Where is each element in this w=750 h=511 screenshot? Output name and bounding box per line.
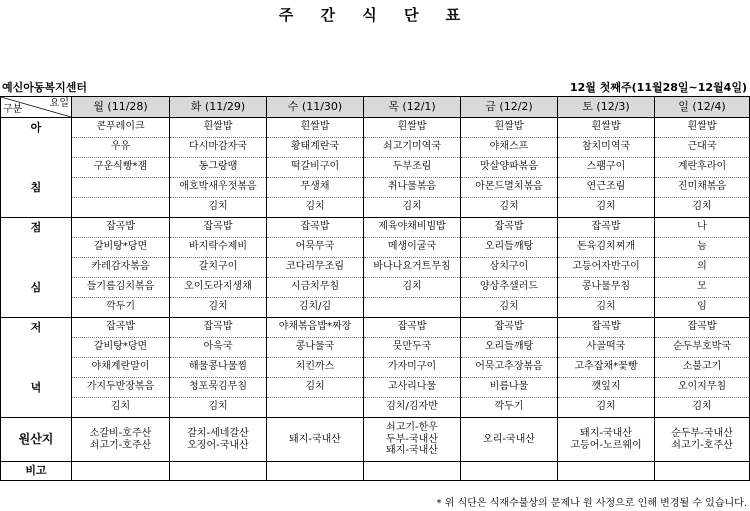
header-row bbox=[1, 97, 750, 118]
center-name: 예신아동복지센터 bbox=[2, 81, 88, 94]
menu-item: 아몬드멸치볶음 bbox=[461, 178, 558, 198]
note-label: 비고 bbox=[1, 462, 72, 481]
breakfast-row bbox=[1, 118, 750, 138]
lunch-row bbox=[1, 218, 750, 238]
menu-item: 나 bbox=[655, 218, 750, 238]
menu-item: 깍두기 bbox=[72, 298, 170, 318]
dinner-row bbox=[1, 338, 750, 358]
menu-item: 잡곡밥 bbox=[170, 318, 267, 338]
weekly-menu-table bbox=[0, 96, 750, 481]
breakfast-row bbox=[1, 158, 750, 178]
menu-item: 잡곡밥 bbox=[72, 218, 170, 238]
menu-item: 깻잎지 bbox=[558, 378, 655, 398]
menu-item: 소불고기 bbox=[655, 358, 750, 378]
menu-item: 코다리무조림 bbox=[267, 258, 364, 278]
menu-item: 삼치구이 bbox=[461, 258, 558, 278]
menu-item: 구운식빵*잼 bbox=[72, 158, 170, 178]
origin-text: 쇠고기-한우 bbox=[386, 422, 438, 434]
page-title: 주 간 식 단 표 bbox=[278, 6, 472, 24]
menu-item: 사골떡국 bbox=[558, 338, 655, 358]
origin-text: 돼지-국내산 bbox=[580, 428, 632, 439]
menu-item: 김치 bbox=[170, 198, 267, 218]
menu-item: 잡곡밥 bbox=[558, 318, 655, 338]
day-header: 일 (12/4) bbox=[655, 97, 750, 118]
origin-cell bbox=[364, 418, 461, 462]
corner-label-category: 구분 bbox=[3, 103, 23, 115]
menu-item: 가지두반장볶음 bbox=[72, 378, 170, 398]
corner-cell bbox=[1, 97, 72, 118]
lunch-row bbox=[1, 278, 750, 298]
dinner-label: 녁 bbox=[1, 378, 72, 398]
origin-cell bbox=[267, 418, 364, 462]
menu-item: 김치 bbox=[170, 398, 267, 418]
menu-item: 치킨까스 bbox=[267, 358, 364, 378]
menu-item: 김치/김 bbox=[267, 298, 364, 318]
breakfast-label-spacer bbox=[1, 198, 72, 218]
day-header: 토 (12/3) bbox=[558, 97, 655, 118]
menu-item: 의 bbox=[655, 258, 750, 278]
note-row bbox=[1, 462, 750, 481]
menu-item: 근대국 bbox=[655, 138, 750, 158]
lunch-label-spacer bbox=[1, 298, 72, 318]
menu-item: 우유 bbox=[72, 138, 170, 158]
menu-item: 무생채 bbox=[267, 178, 364, 198]
menu-item: 어묵무국 bbox=[267, 238, 364, 258]
menu-item: 오리들깨탕 bbox=[461, 238, 558, 258]
menu-item: 임 bbox=[655, 298, 750, 318]
day-header: 목 (12/1) bbox=[364, 97, 461, 118]
day-header: 월 (11/28) bbox=[72, 97, 170, 118]
day-header: 수 (11/30) bbox=[267, 97, 364, 118]
menu-item: 김치 bbox=[267, 198, 364, 218]
breakfast-label: 아 bbox=[1, 118, 72, 138]
menu-item: 비름나물 bbox=[461, 378, 558, 398]
menu-item: 떡갈비구이 bbox=[267, 158, 364, 178]
menu-item: 들기름김치볶음 bbox=[72, 278, 170, 298]
origin-text: 쇠고기-호주산 bbox=[89, 439, 152, 451]
menu-item: 카레감자볶음 bbox=[72, 258, 170, 278]
breakfast-row bbox=[1, 198, 750, 218]
menu-item: 진미채볶음 bbox=[655, 178, 750, 198]
menu-item: 깍두기 bbox=[461, 398, 558, 418]
dinner-label-spacer bbox=[1, 338, 72, 358]
origin-text: 쇠고기-호주산 bbox=[671, 439, 733, 451]
menu-item: 다시마감자국 bbox=[170, 138, 267, 158]
breakfast-row bbox=[1, 178, 750, 198]
menu-item: 쇠고기미역국 bbox=[364, 138, 461, 158]
menu-item: 황태계란국 bbox=[267, 138, 364, 158]
menu-item: 참치미역국 bbox=[558, 138, 655, 158]
footnote: * 위 식단은 식재수불상의 문제나 원 사정으로 인해 변경될 수 있습니다. bbox=[436, 498, 747, 509]
origin-cell bbox=[655, 418, 750, 462]
dinner-label-spacer bbox=[1, 398, 72, 418]
origin-text: 순두부-국내산 bbox=[671, 428, 733, 439]
menu-item: 김치 bbox=[558, 398, 655, 418]
menu-item: 잡곡밥 bbox=[364, 318, 461, 338]
note-cell bbox=[461, 462, 558, 481]
origin-text: 오리-국내산 bbox=[483, 433, 535, 445]
corner-label-day: 요일 bbox=[49, 98, 69, 109]
menu-item bbox=[72, 178, 170, 198]
menu-item: 오리들깨탕 bbox=[461, 338, 558, 358]
menu-item: 흰쌀밥 bbox=[170, 118, 267, 138]
menu-item: 오이지무침 bbox=[655, 378, 750, 398]
menu-item: 고등어자반구이 bbox=[558, 258, 655, 278]
menu-item: 잡곡밥 bbox=[558, 218, 655, 238]
origin-text: 오징어-국내산 bbox=[187, 439, 249, 451]
lunch-row bbox=[1, 238, 750, 258]
menu-item: 흰쌀밥 bbox=[364, 118, 461, 138]
menu-item: 양상추샐러드 bbox=[461, 278, 558, 298]
breakfast-label: 침 bbox=[1, 178, 72, 198]
dinner-label: 저 bbox=[1, 318, 72, 338]
menu-item: 콘푸레이크 bbox=[72, 118, 170, 138]
menu-item: 김치/김자반 bbox=[364, 398, 461, 418]
menu-item: 김치 bbox=[72, 398, 170, 418]
dinner-row bbox=[1, 358, 750, 378]
lunch-label-spacer bbox=[1, 258, 72, 278]
menu-item: 동그랑땡 bbox=[170, 158, 267, 178]
dinner-row bbox=[1, 318, 750, 338]
origin-text: 고등어-노르웨이 bbox=[570, 439, 642, 451]
menu-item: 야채스프 bbox=[461, 138, 558, 158]
menu-item bbox=[267, 398, 364, 418]
note-cell bbox=[655, 462, 750, 481]
menu-item: 오이도라지생채 bbox=[170, 278, 267, 298]
menu-item: 애호박새우젓볶음 bbox=[170, 178, 267, 198]
menu-item: 고추잡채*꽃빵 bbox=[558, 358, 655, 378]
menu-item: 김치 bbox=[558, 298, 655, 318]
note-cell bbox=[72, 462, 170, 481]
menu-item: 모 bbox=[655, 278, 750, 298]
menu-item: 스팸구이 bbox=[558, 158, 655, 178]
menu-item: 콩나물국 bbox=[267, 338, 364, 358]
menu-item: 아욱국 bbox=[170, 338, 267, 358]
menu-item: 콩나물무침 bbox=[558, 278, 655, 298]
menu-item: 고사리나물 bbox=[364, 378, 461, 398]
menu-item: 뭇만두국 bbox=[364, 338, 461, 358]
menu-item bbox=[72, 198, 170, 218]
menu-item: 김치 bbox=[461, 298, 558, 318]
menu-item: 김치 bbox=[655, 398, 750, 418]
menu-item: 갈비탕*당면 bbox=[72, 338, 170, 358]
menu-item: 김치 bbox=[267, 378, 364, 398]
menu-item: 돈육김치찌개 bbox=[558, 238, 655, 258]
lunch-row bbox=[1, 258, 750, 278]
day-header: 금 (12/2) bbox=[461, 97, 558, 118]
lunch-label: 심 bbox=[1, 278, 72, 298]
origin-text: 갈치-세네갈산 bbox=[187, 428, 249, 439]
breakfast-label-spacer bbox=[1, 158, 72, 178]
breakfast-label-spacer bbox=[1, 138, 72, 158]
menu-item: 제육야채비빔밥 bbox=[364, 218, 461, 238]
origin-cell bbox=[72, 418, 170, 462]
dinner-label-spacer bbox=[1, 358, 72, 378]
dinner-row bbox=[1, 378, 750, 398]
lunch-row bbox=[1, 298, 750, 318]
menu-item bbox=[364, 298, 461, 318]
lunch-label: 점 bbox=[1, 218, 72, 238]
origin-cell bbox=[558, 418, 655, 462]
menu-item: 흰쌀밥 bbox=[558, 118, 655, 138]
origin-text: 돼지-국내산 bbox=[386, 445, 438, 457]
menu-item: 시금치무침 bbox=[267, 278, 364, 298]
note-cell bbox=[170, 462, 267, 481]
origin-text: 두부-국내산 bbox=[386, 433, 438, 445]
menu-item: 바나나요거트무침 bbox=[364, 258, 461, 278]
menu-item: 늠 bbox=[655, 238, 750, 258]
menu-item: 야채볶음밥*짜장 bbox=[267, 318, 364, 338]
menu-item: 두부조림 bbox=[364, 158, 461, 178]
menu-item: 메생이굴국 bbox=[364, 238, 461, 258]
menu-item: 잡곡밥 bbox=[461, 318, 558, 338]
menu-item: 김치 bbox=[655, 198, 750, 218]
menu-item: 야채계란말이 bbox=[72, 358, 170, 378]
menu-item: 김치 bbox=[461, 198, 558, 218]
origin-text: 소갈비-호주산 bbox=[89, 428, 152, 439]
menu-item: 맛살양파볶음 bbox=[461, 158, 558, 178]
menu-item: 잡곡밥 bbox=[461, 218, 558, 238]
menu-item: 김치 bbox=[170, 298, 267, 318]
menu-item: 잡곡밥 bbox=[170, 218, 267, 238]
menu-item: 김치 bbox=[364, 278, 461, 298]
menu-item: 흰쌀밥 bbox=[267, 118, 364, 138]
menu-item: 갈비탕*당면 bbox=[72, 238, 170, 258]
menu-item: 김치 bbox=[558, 198, 655, 218]
menu-item: 어묵고추장볶음 bbox=[461, 358, 558, 378]
menu-item: 바지락수제비 bbox=[170, 238, 267, 258]
menu-item: 연근조림 bbox=[558, 178, 655, 198]
menu-item: 김치 bbox=[364, 198, 461, 218]
menu-item: 순두부호박국 bbox=[655, 338, 750, 358]
origin-cell bbox=[461, 418, 558, 462]
menu-item: 계란후라이 bbox=[655, 158, 750, 178]
lunch-label-spacer bbox=[1, 238, 72, 258]
menu-item: 잡곡밥 bbox=[655, 318, 750, 338]
note-cell bbox=[364, 462, 461, 481]
menu-item: 취나물볶음 bbox=[364, 178, 461, 198]
menu-item: 흰쌀밥 bbox=[461, 118, 558, 138]
origin-row bbox=[1, 418, 750, 462]
menu-item: 흰쌀밥 bbox=[655, 118, 750, 138]
origin-label: 원산지 bbox=[1, 418, 72, 462]
week-period: 12월 첫째주(11월28일~12월4일) bbox=[570, 81, 747, 94]
note-cell bbox=[558, 462, 655, 481]
menu-item: 해물콩나물찜 bbox=[170, 358, 267, 378]
dinner-row bbox=[1, 398, 750, 418]
menu-item: 잡곡밥 bbox=[72, 318, 170, 338]
menu-item: 잡곡밥 bbox=[267, 218, 364, 238]
menu-item: 갈치구이 bbox=[170, 258, 267, 278]
breakfast-row bbox=[1, 138, 750, 158]
day-header: 화 (11/29) bbox=[170, 97, 267, 118]
menu-item: 청포묵김무침 bbox=[170, 378, 267, 398]
origin-cell bbox=[170, 418, 267, 462]
menu-item: 가자미구이 bbox=[364, 358, 461, 378]
origin-text: 돼지-국내산 bbox=[289, 433, 341, 445]
note-cell bbox=[267, 462, 364, 481]
